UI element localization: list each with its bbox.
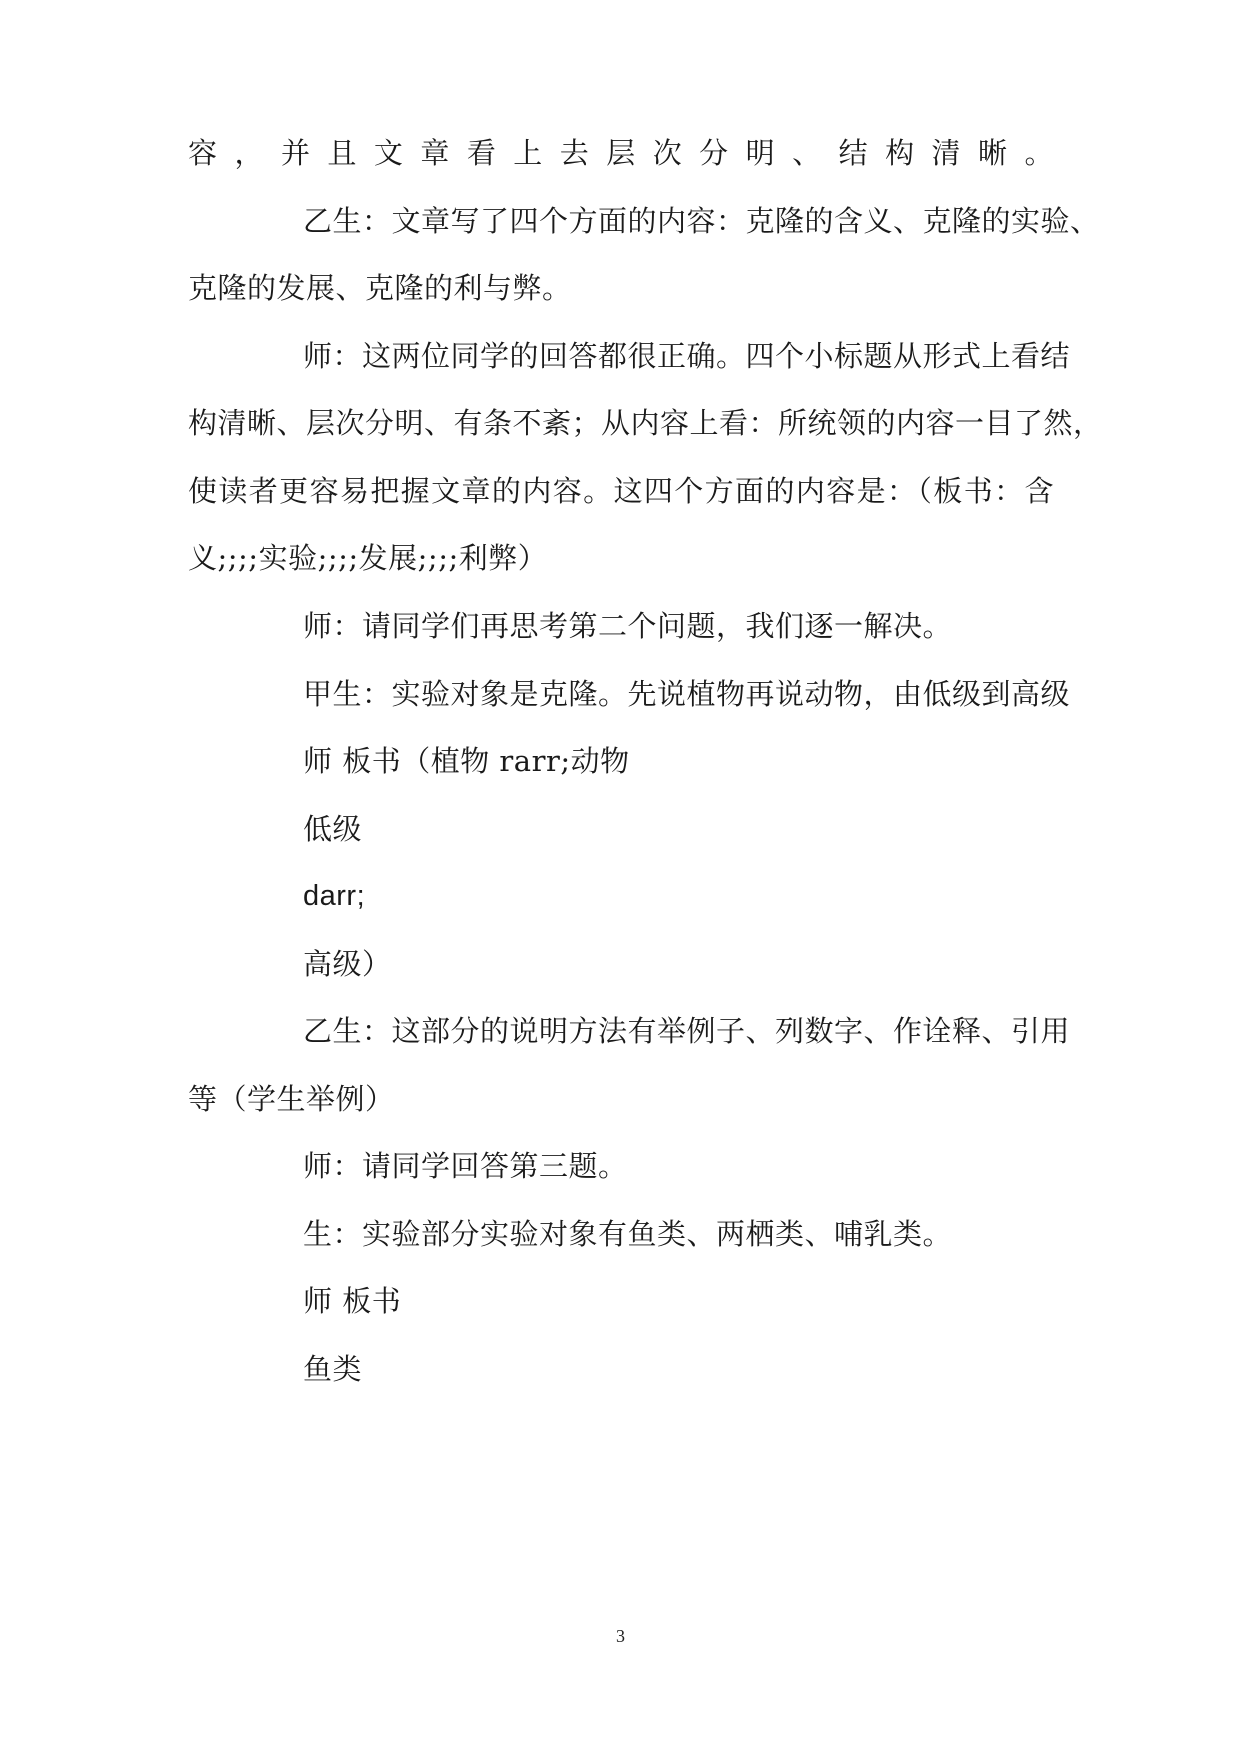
paragraph-line: 师：请同学回答第三题。 <box>303 1149 628 1183</box>
paragraph-line: 高级） <box>303 947 392 981</box>
paragraph-line: 师 板书 <box>303 1284 402 1318</box>
paragraph-line: darr; <box>303 880 366 912</box>
paragraph-line: 构清晰、层次分明、有条不紊；从内容上看：所统领的内容一目了然， <box>188 406 1103 440</box>
paragraph-line: 鱼类 <box>303 1352 363 1386</box>
paragraph-line: 师：请同学们再思考第二个问题，我们逐一解决。 <box>303 609 953 643</box>
paragraph-line: 生：实验部分实验对象有鱼类、两栖类、哺乳类。 <box>303 1217 953 1251</box>
paragraph-line: 义;;;;实验;;;;发展;;;;利弊） <box>188 541 548 575</box>
page-number: 3 <box>616 1626 625 1646</box>
paragraph-line: 师：这两位同学的回答都很正确。四个小标题从形式上看结 <box>303 339 1071 373</box>
paragraph-line: 乙生：这部分的说明方法有举例子、列数字、作诠释、引用 <box>303 1014 1071 1048</box>
paragraph-line: 克隆的发展、克隆的利与弊。 <box>188 271 572 305</box>
paragraph-line: 师 板书（植物 rarr;动物 <box>303 744 630 778</box>
paragraph-line: 甲生：实验对象是克隆。先说植物再说动物，由低级到高级 <box>303 677 1071 711</box>
paragraph-line: 使读者更容易把握文章的内容。这四个方面的内容是：（板书：含 <box>188 474 1054 508</box>
paragraph-line: 容，并且文章看上去层次分明、结构清晰。 <box>188 136 1054 170</box>
paragraph-line: 等（学生举例） <box>188 1082 395 1116</box>
paragraph-line: 乙生：文章写了四个方面的内容：克隆的含义、克隆的实验、 <box>303 204 1100 238</box>
paragraph-line: 低级 <box>303 812 363 846</box>
